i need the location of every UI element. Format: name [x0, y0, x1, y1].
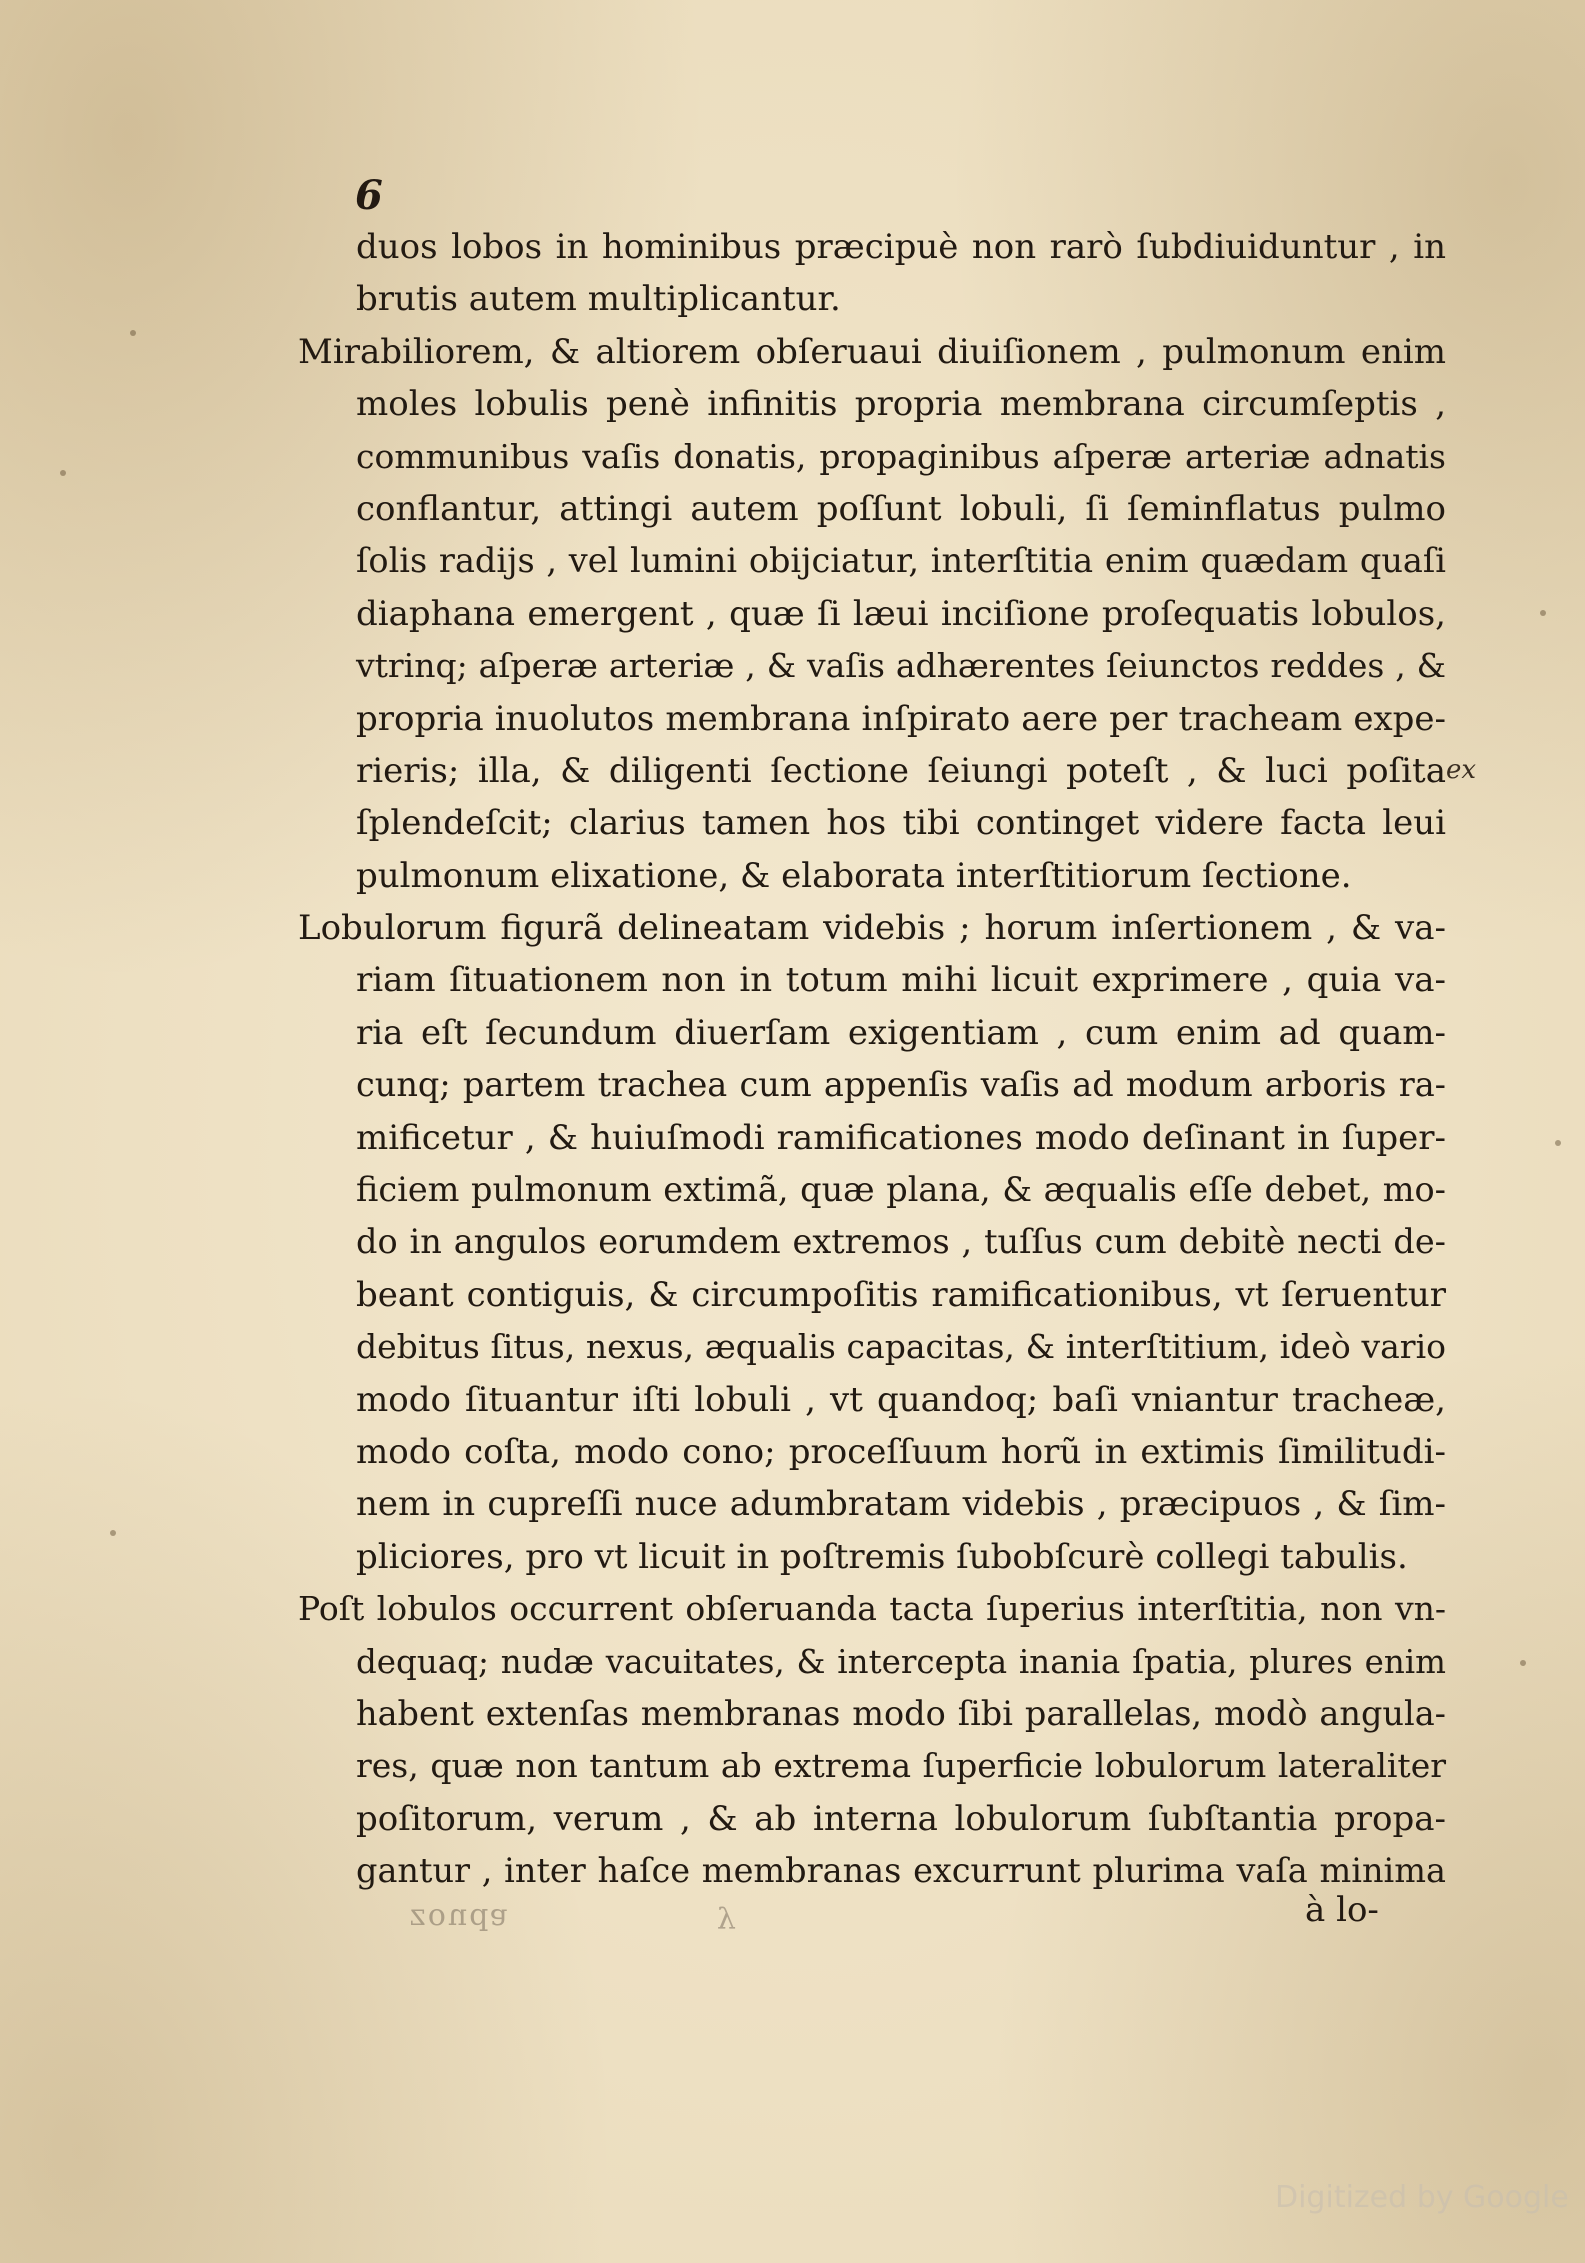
paper-speck	[1540, 610, 1546, 616]
text-line: ſplendeſcit; clarius tamen hos tibi continget videre facta leui	[356, 803, 1446, 844]
text-line: conflantur, attingi autem poſſunt lobuli, ſi ſeminflatus pulmo	[356, 488, 1446, 529]
text-line: cunq; partem trachea cum appenſis vaſis ad modum arboris ra-	[356, 1065, 1446, 1105]
text-line: propria inuolutos membrana inſpirato aere per tracheam expe-	[356, 698, 1446, 739]
text-line: habent extenſas membranas modo ſibi parallelas, modò angula-	[356, 1693, 1446, 1733]
text-line: mificetur , & huiuſmodi ramificationes modo deſinant in ſuper-	[356, 1117, 1446, 1158]
bleed-through-mark: ʎ	[718, 1902, 735, 1937]
catchword: à lo-	[1305, 1890, 1379, 1930]
text-line: vtrinq; aſperæ arteriæ , & vaſis adhærentes ſeiunctos reddes , &	[356, 646, 1446, 686]
text-line: res, quæ non tantum ab extrema ſuperficie lobulorum lateraliter	[356, 1746, 1446, 1786]
text-line: nem in cupreſſi nuce adumbratam videbis , præcipuos , & ſim-	[356, 1484, 1446, 1525]
paper-speck	[1520, 1660, 1526, 1666]
text-line: rieris; illa, & diligenti ſectione ſeiungi poteſt , & luci poſita	[356, 750, 1446, 791]
text-line: do in angulos eorumdem extremos , tuſſus cum debitè necti de-	[356, 1222, 1446, 1262]
page-number: 6	[355, 172, 383, 219]
text-line: beant contiguis, & circumpoſitis ramificationibus, vt ſeruentur	[356, 1274, 1446, 1315]
text-line: communibus vaſis donatis, propaginibus aſperæ arteriæ adnatis	[356, 436, 1446, 476]
text-line: modo coſta, modo cono; proceſſuum horũ in extimis ſimilitudi-	[356, 1431, 1446, 1472]
text-line: riam ſituationem non in totum mihi licuit exprimere , quia va-	[356, 960, 1446, 1001]
text-line: moles lobulis penè infinitis propria membrana circumſeptis ,	[356, 384, 1446, 425]
text-line: ficiem pulmonum extimã, quæ plana, & æqualis eſſe debet, mo-	[356, 1170, 1446, 1210]
text-line: debitus ſitus, nexus, æqualis capacitas, & interſtitium, ideò vario	[356, 1327, 1446, 1367]
paper-speck	[110, 1530, 116, 1536]
paper-speck	[60, 470, 66, 476]
text-line: ria eſt ſecundum diuerſam exigentiam , cum enim ad quam-	[356, 1012, 1446, 1053]
bleed-through-mark: ɐpnoz	[408, 1898, 509, 1933]
text-line: gantur , inter haſce membranas excurrunt plurima vaſa minima	[356, 1851, 1446, 1891]
text-line: Lobulorum figurã delineatam videbis ; horum inſertionem , & va-	[298, 908, 1446, 949]
text-line: modo ſituantur iſti lobuli , vt quandoq; baſi vniantur tracheæ,	[356, 1379, 1446, 1420]
paper-speck	[1555, 1140, 1561, 1146]
text-line: duos lobos in hominibus præcipuè non rarò ſubdiuiduntur , in	[356, 227, 1446, 267]
text-line: Mirabiliorem, & altiorem obſeruaui diuiſionem , pulmonum enim	[298, 331, 1446, 372]
digitization-watermark: Digitized by Google	[1275, 2180, 1569, 2215]
text-line: ſolis radijs , vel lumini obijciatur, interſtitia enim quædam quaſi	[356, 541, 1446, 581]
text-line: dequaq; nudæ vacuitates, & intercepta inania ſpatia, plures enim	[356, 1642, 1446, 1681]
body-text	[298, 221, 1446, 1898]
text-line: pulmonum elixatione, & elaborata interſtitiorum ſectione.	[356, 855, 1352, 896]
text-line: brutis autem multiplicantur.	[356, 279, 841, 320]
text-line: pliciores, pro vt licuit in poſtremis ſubobſcurè collegi tabulis.	[356, 1536, 1408, 1577]
text-line: poſitorum, verum , & ab interna lobulorum ſubſtantia propa-	[356, 1798, 1446, 1839]
margin-note: ex	[1446, 755, 1477, 785]
text-line: Poſt lobulos occurrent obſeruanda tacta ſuperius interſtitia, non vn-	[298, 1589, 1446, 1629]
text-line: diaphana emergent , quæ ſi læui inciſione proſequatis lobulos,	[356, 593, 1446, 634]
paper-speck	[130, 330, 136, 336]
